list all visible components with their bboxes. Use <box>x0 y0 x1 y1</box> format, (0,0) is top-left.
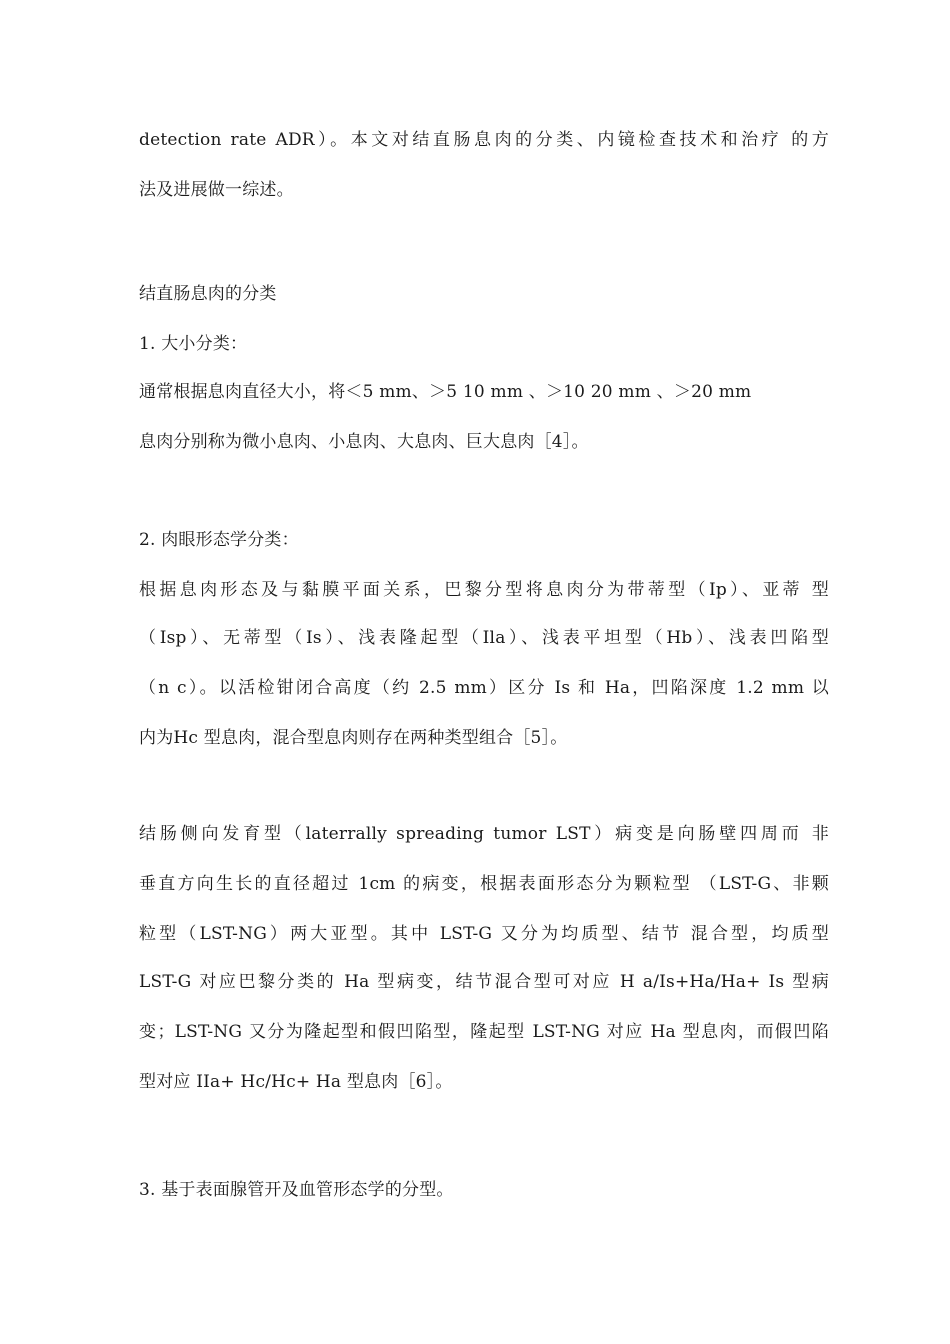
lst-line-4: LST-G 对应巴黎分类的 Ha 型病变，结节混合型可对应 H a/Is+Ha/Ha+ Is 型病 <box>139 972 829 992</box>
size-classification-line-1: 通常根据息肉直径大小，将＜5 mm、＞5 10 mm 、＞10 20 mm 、＞20 mm <box>139 382 752 402</box>
morphology-line-1: 根据息肉形态及与黏膜平面关系，巴黎分型将息肉分为带蒂型（Ip）、亚蒂 型 <box>139 580 829 600</box>
size-classification-heading: 1. 大小分类： <box>139 334 248 354</box>
lst-line-5: 变；LST-NG 又分为隆起型和假凹陷型，隆起型 LST-NG 对应 Ha 型息肉，而假凹陷 <box>139 1022 829 1042</box>
morphology-classification-heading: 2. 肉眼形态学分类： <box>139 530 299 550</box>
size-classification-line-2: 息肉分别称为微小息肉、小息肉、大息肉、巨大息肉［4］。 <box>139 432 589 452</box>
lst-line-1: 结肠侧向发育型（laterrally spreading tumor LST）病变是向肠壁四周而 非 <box>139 824 829 844</box>
morphology-line-2: （Isp）、无蒂型（Is）、浅表隆起型（Ila）、浅表平坦型（Hb）、浅表凹陷型 <box>139 628 829 648</box>
intro-line-1: detection rate ADR）。本文对结直肠息肉的分类、内镜检查技术和治疗 的方 <box>139 130 829 150</box>
intro-line-2: 法及进展做一综述。 <box>139 180 294 200</box>
pit-pattern-heading: 3. 基于表面腺管开及血管形态学的分型。 <box>139 1180 454 1200</box>
morphology-line-4: 内为Hc 型息肉，混合型息肉则存在两种类型组合［5］。 <box>139 728 568 748</box>
lst-line-2: 垂直方向生长的直径超过 1cm 的病变，根据表面形态分为颗粒型 （LST-G、非颗 <box>139 874 829 894</box>
morphology-line-3: （n c）。以活检钳闭合高度（约 2.5 mm）区分 Is 和 Ha，凹陷深度 1.2 mm 以 <box>139 678 829 698</box>
lst-line-3: 粒型（LST-NG）两大亚型。其中 LST-G 又分为均质型、结节 混合型，均质型 <box>139 924 829 944</box>
lst-line-6: 型对应 IIa+ Hc/Hc+ Ha 型息肉［6］。 <box>139 1072 453 1092</box>
section-title: 结直肠息肉的分类 <box>139 284 277 304</box>
